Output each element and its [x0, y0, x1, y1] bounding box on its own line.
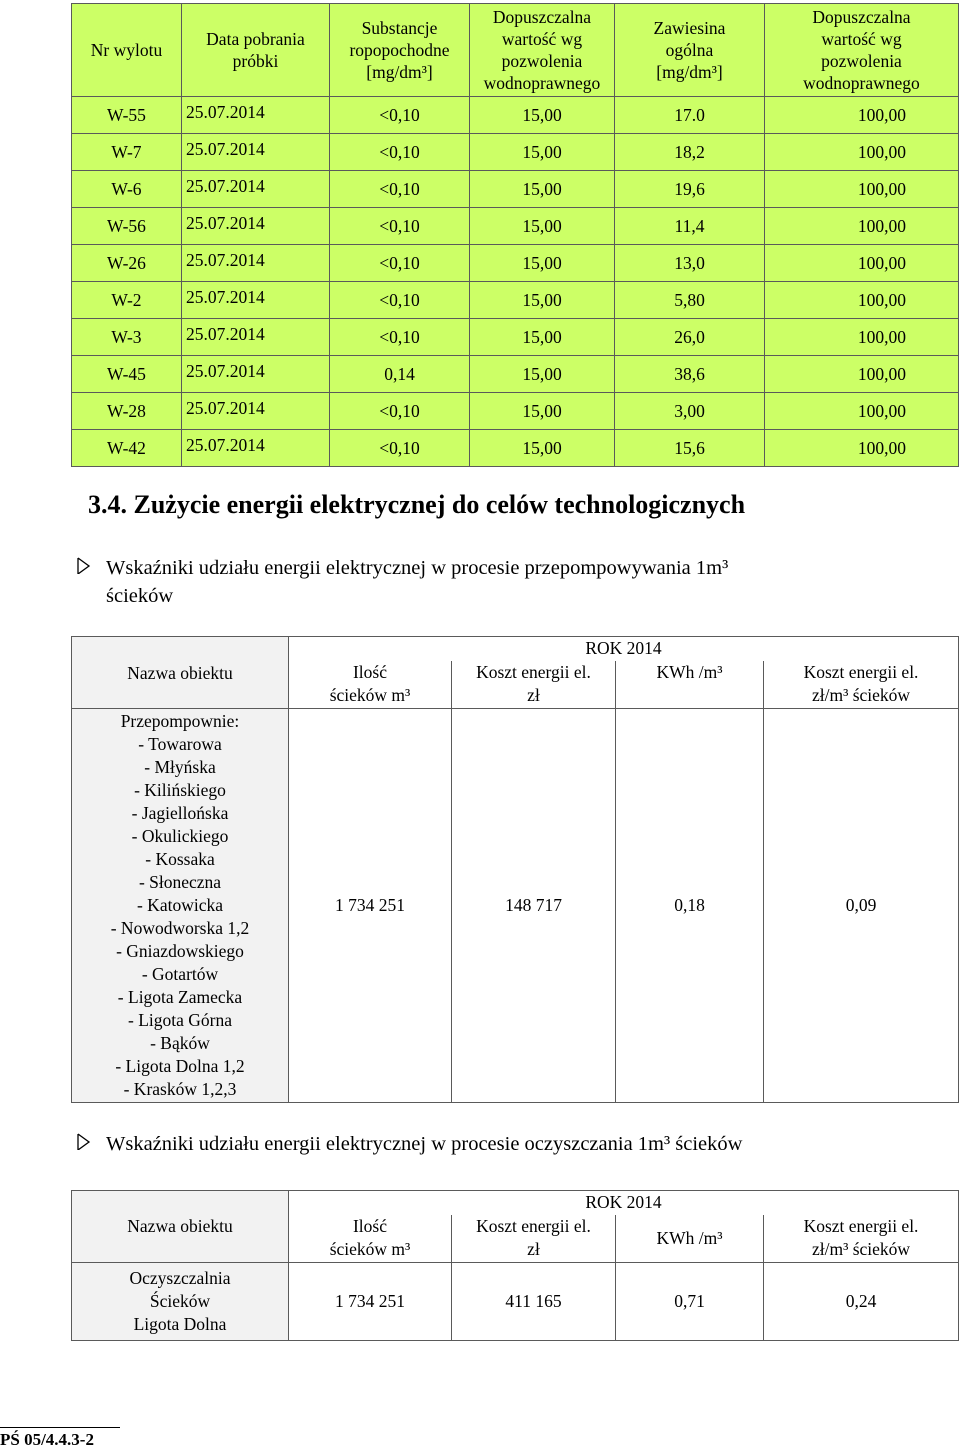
- cell-zawiesina: 13,0: [615, 245, 765, 282]
- cell-substancje: <0,10: [330, 245, 470, 282]
- table-row: [72, 430, 959, 467]
- cell-dopuszczalna-2: 100,00: [765, 430, 959, 467]
- cell-nr: W-42: [72, 430, 182, 467]
- header-ilosc: Ilość ścieków m³: [289, 1215, 452, 1263]
- bullet-treatment-indicators: [76, 1130, 936, 1160]
- header-koszt-m3: Koszt energii el. zł/m³ ścieków: [764, 1215, 959, 1263]
- table-row: [72, 356, 959, 393]
- cell-dopuszczalna-1: 15,00: [470, 208, 615, 245]
- bullet-text-line1: Wskaźniki udziału energii elektrycznej w procesie przepompowywania 1m³: [106, 557, 729, 579]
- cell-dopuszczalna-1: 15,00: [470, 134, 615, 171]
- header-data: Data pobrania próbki: [182, 4, 330, 97]
- arrow-bullet-icon: [76, 554, 96, 574]
- cell-dopuszczalna-1: 15,00: [470, 430, 615, 467]
- header-year: ROK 2014: [289, 637, 959, 661]
- list-item: - Okulickiego: [131, 826, 229, 846]
- cell-nr: W-28: [72, 393, 182, 430]
- cell-dopuszczalna-2: 100,00: [765, 282, 959, 319]
- cell-dopuszczalna-2: 100,00: [765, 171, 959, 208]
- header-koszt: Koszt energii el. zł: [452, 661, 616, 709]
- list-item: - Gniazdowskiego: [116, 941, 244, 961]
- cell-zawiesina: 11,4: [615, 208, 765, 245]
- list-item: Przepompownie:: [120, 711, 240, 731]
- pumping-energy-table: [71, 636, 959, 1103]
- cell-date: 25.07.2014: [182, 282, 330, 319]
- table-row: [72, 282, 959, 319]
- cell-date: 25.07.2014: [182, 245, 330, 282]
- header-koszt-m3: Koszt energii el. zł/m³ ścieków: [764, 661, 959, 709]
- cell-zawiesina: 5,80: [615, 282, 765, 319]
- cell-substancje: <0,10: [330, 319, 470, 356]
- header-year: ROK 2014: [289, 1191, 959, 1215]
- cell-substancje: <0,10: [330, 134, 470, 171]
- list-item: - Krasków 1,2,3: [123, 1079, 237, 1099]
- table-row: [72, 134, 959, 171]
- list-item: - Katowicka: [136, 895, 223, 915]
- sampling-results-table: [71, 3, 959, 467]
- cell-nr: W-55: [72, 97, 182, 134]
- list-item: - Bąków: [150, 1033, 210, 1053]
- cell-date: 25.07.2014: [182, 171, 330, 208]
- table-row: [72, 171, 959, 208]
- table-row: [72, 393, 959, 430]
- list-item: - Kossaka: [145, 849, 215, 869]
- cell-nr: W-26: [72, 245, 182, 282]
- document-code: PŚ 05/4.4.3-2: [0, 1430, 94, 1449]
- cell-zawiesina: 19,6: [615, 171, 765, 208]
- list-item: - Jagiellońska: [131, 803, 229, 823]
- list-item: - Ligota Zamecka: [117, 987, 243, 1007]
- cell-dopuszczalna-1: 15,00: [470, 393, 615, 430]
- cell-substancje: <0,10: [330, 97, 470, 134]
- cell-substancje: 0,14: [330, 356, 470, 393]
- cell-date: 25.07.2014: [182, 430, 330, 467]
- cell-dopuszczalna-2: 100,00: [765, 393, 959, 430]
- cell-dopuszczalna-1: 15,00: [470, 282, 615, 319]
- arrow-bullet-icon: [76, 1130, 96, 1150]
- list-item: - Młyńska: [144, 757, 216, 777]
- table-header-row: [72, 4, 959, 97]
- header-nr: Nr wylotu: [72, 4, 182, 97]
- cell-nr: W-6: [72, 171, 182, 208]
- cell-substancje: <0,10: [330, 171, 470, 208]
- header-substancje: Substancje ropopochodne [mg/dm³]: [330, 4, 470, 97]
- footer-rule: [0, 1427, 120, 1428]
- section-heading: 3.4. Zużycie energii elektrycznej do celów technologicznych: [88, 490, 746, 519]
- list-item: - Nowodworska 1,2: [110, 918, 250, 938]
- header-kwh: KWh /m³: [616, 1215, 764, 1263]
- treatment-energy-table: [71, 1190, 959, 1341]
- list-item: - Słoneczna: [138, 872, 222, 892]
- bullet-text-line2: ścieków: [106, 585, 174, 607]
- cell-zawiesina: 15,6: [615, 430, 765, 467]
- cell-dopuszczalna-2: 100,00: [765, 245, 959, 282]
- list-item: - Kilińskiego: [134, 780, 226, 800]
- cell-dopuszczalna-2: 100,00: [765, 208, 959, 245]
- cell-nr: W-2: [72, 282, 182, 319]
- header-name: Nazwa obiektu: [72, 637, 289, 709]
- cell-nr: W-56: [72, 208, 182, 245]
- header-dopuszczalna-2: Dopuszczalna wartość wg pozwolenia wodnoprawnego: [765, 4, 959, 97]
- cell-dopuszczalna-2: 100,00: [765, 356, 959, 393]
- stations-list: [72, 709, 289, 1103]
- cell-zawiesina: 3,00: [615, 393, 765, 430]
- cell-dopuszczalna-2: 100,00: [765, 134, 959, 171]
- cell-date: 25.07.2014: [182, 97, 330, 134]
- cell-dopuszczalna-2: 100,00: [765, 319, 959, 356]
- cell-nr: W-3: [72, 319, 182, 356]
- cell-date: 25.07.2014: [182, 393, 330, 430]
- header-ilosc: Ilość ścieków m³: [289, 661, 452, 709]
- cell-date: 25.07.2014: [182, 208, 330, 245]
- bullet-text-line1: Wskaźniki udziału energii elektrycznej w procesie oczyszczania 1m³ ścieków: [106, 1133, 743, 1155]
- table-row: [72, 208, 959, 245]
- value-koszt: 148 717: [452, 709, 616, 1103]
- header-kwh: KWh /m³: [616, 661, 764, 709]
- cell-substancje: <0,10: [330, 430, 470, 467]
- value-ilosc: 1 734 251: [289, 1263, 452, 1341]
- cell-nr: W-45: [72, 356, 182, 393]
- cell-date: 25.07.2014: [182, 134, 330, 171]
- cell-date: 25.07.2014: [182, 319, 330, 356]
- list-item: - Ligota Dolna 1,2: [115, 1056, 245, 1076]
- plant-name: Oczyszczalnia Ścieków Ligota Dolna: [72, 1263, 289, 1341]
- bullet-pumping-indicators: [76, 554, 936, 614]
- value-koszt-m3: 0,24: [764, 1263, 959, 1341]
- cell-substancje: <0,10: [330, 208, 470, 245]
- value-koszt: 411 165: [452, 1263, 616, 1341]
- list-item: - Towarowa: [138, 734, 222, 754]
- cell-dopuszczalna-1: 15,00: [470, 97, 615, 134]
- header-name: Nazwa obiektu: [72, 1191, 289, 1263]
- list-item: - Ligota Górna: [128, 1010, 232, 1030]
- value-koszt-m3: 0,09: [764, 709, 959, 1103]
- value-ilosc: 1 734 251: [289, 709, 452, 1103]
- header-koszt: Koszt energii el. zł: [452, 1215, 616, 1263]
- value-kwh: 0,18: [616, 709, 764, 1103]
- cell-dopuszczalna-1: 15,00: [470, 356, 615, 393]
- cell-nr: W-7: [72, 134, 182, 171]
- cell-zawiesina: 26,0: [615, 319, 765, 356]
- header-dopuszczalna-1: Dopuszczalna wartość wg pozwolenia wodnoprawnego: [470, 4, 615, 97]
- cell-dopuszczalna-1: 15,00: [470, 245, 615, 282]
- cell-substancje: <0,10: [330, 282, 470, 319]
- value-kwh: 0,71: [616, 1263, 764, 1341]
- cell-date: 25.07.2014: [182, 356, 330, 393]
- table-row: [72, 319, 959, 356]
- header-zawiesina: Zawiesina ogólna [mg/dm³]: [615, 4, 765, 97]
- cell-dopuszczalna-2: 100,00: [765, 97, 959, 134]
- cell-zawiesina: 18,2: [615, 134, 765, 171]
- cell-zawiesina: 17.0: [615, 97, 765, 134]
- cell-substancje: <0,10: [330, 393, 470, 430]
- cell-zawiesina: 38,6: [615, 356, 765, 393]
- table-row: [72, 245, 959, 282]
- cell-dopuszczalna-1: 15,00: [470, 171, 615, 208]
- table-row: [72, 97, 959, 134]
- list-item: - Gotartów: [141, 964, 219, 984]
- cell-dopuszczalna-1: 15,00: [470, 319, 615, 356]
